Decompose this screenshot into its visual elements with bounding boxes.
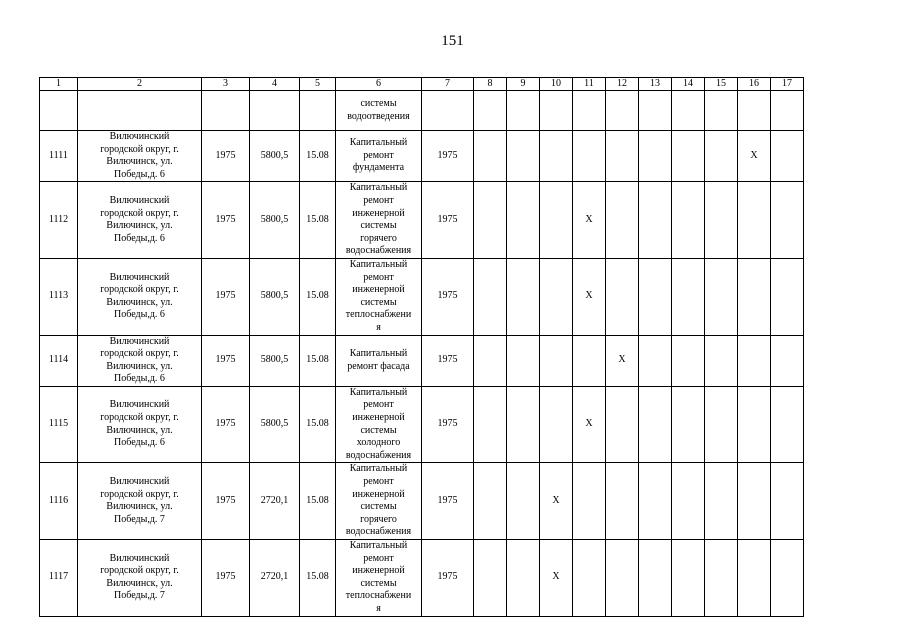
work-type-cell	[336, 131, 422, 182]
col16-cell	[738, 182, 771, 259]
work-type-cell	[336, 91, 422, 131]
address-cell	[78, 335, 202, 386]
col12-cell	[606, 131, 639, 182]
cell-text: 1117	[48, 571, 69, 583]
work-type-cell	[336, 540, 422, 617]
column-number: 2	[78, 78, 202, 91]
work-type-cell	[336, 463, 422, 540]
col10-cell	[540, 131, 573, 182]
col9-cell	[507, 258, 540, 335]
col8-cell	[474, 335, 507, 386]
year-built-cell	[202, 540, 250, 617]
code-cell	[300, 386, 336, 463]
col13-cell	[639, 182, 672, 259]
table-row	[40, 540, 804, 617]
code-cell	[300, 258, 336, 335]
address-cell	[78, 258, 202, 335]
cell-text: 15.08	[306, 354, 329, 366]
col13-cell	[639, 131, 672, 182]
col15-cell	[705, 182, 738, 259]
cell-text: 2720,1	[260, 571, 289, 583]
col16-cell	[738, 540, 771, 617]
cell-text: 1975	[437, 290, 458, 302]
col13-cell	[639, 335, 672, 386]
area-cell	[250, 335, 300, 386]
col9-cell	[507, 335, 540, 386]
col12-cell	[606, 182, 639, 259]
column-number: 5	[300, 78, 336, 91]
work-type-cell	[336, 182, 422, 259]
col9-cell	[507, 91, 540, 131]
row-number-cell	[40, 258, 78, 335]
col15-cell	[705, 131, 738, 182]
column-number: 6	[336, 78, 422, 91]
code-cell	[300, 540, 336, 617]
work-type-cell	[336, 258, 422, 335]
col12-cell	[606, 463, 639, 540]
table-row	[40, 386, 804, 463]
cell-text: 1975	[215, 149, 236, 161]
cell-text: 5800,5	[260, 290, 289, 302]
col10-cell	[540, 463, 573, 540]
col10-cell	[540, 386, 573, 463]
col10-cell	[540, 182, 573, 259]
cell-text: X	[585, 418, 593, 430]
year-cell	[422, 258, 474, 335]
table-row	[40, 258, 804, 335]
col11-cell	[573, 131, 606, 182]
table-row	[40, 131, 804, 182]
work-type-cell	[336, 335, 422, 386]
address-cell	[78, 91, 202, 131]
col12-cell	[606, 91, 639, 131]
col17-cell	[771, 540, 804, 617]
code-cell	[300, 131, 336, 182]
col8-cell	[474, 258, 507, 335]
cell-text: 1975	[215, 290, 236, 302]
col10-cell	[540, 540, 573, 617]
col11-cell	[573, 182, 606, 259]
row-number-cell	[40, 386, 78, 463]
cell-text: Вилючинский городской округ, г. Вилючинск, ул. Победы,д. 6	[100, 271, 179, 321]
repair-schedule-table	[39, 77, 804, 617]
col17-cell	[771, 335, 804, 386]
cell-text: Вилючинский городской округ, г. Вилючинск, ул. Победы,д. 7	[100, 476, 179, 525]
address-cell	[78, 131, 202, 182]
cell-text: Вилючинский городской округ, г. Вилючинск, ул. Победы,д. 6	[100, 131, 179, 180]
code-cell	[300, 91, 336, 131]
cell-text: Капитальный ремонт инженерной системы теплоснабжени я	[345, 258, 412, 333]
area-cell	[250, 131, 300, 182]
cell-text: 5800,5	[260, 149, 289, 161]
col17-cell	[771, 91, 804, 131]
col16-cell	[738, 335, 771, 386]
address-cell	[78, 182, 202, 259]
area-cell	[250, 540, 300, 617]
col15-cell	[705, 386, 738, 463]
cell-text: Вилючинский городской округ, г. Вилючинск, ул. Победы,д. 7	[100, 552, 179, 602]
col11-cell	[573, 386, 606, 463]
col14-cell	[672, 182, 705, 259]
cell-text: 1975	[437, 354, 458, 366]
cell-text: Капитальный ремонт фундамента	[349, 137, 408, 174]
col15-cell	[705, 463, 738, 540]
col14-cell	[672, 386, 705, 463]
cell-text: Вилючинский городской округ, г. Вилючинск, ул. Победы,д. 6	[100, 335, 179, 385]
page-number: 151	[441, 33, 464, 49]
col11-cell	[573, 335, 606, 386]
col11-cell	[573, 463, 606, 540]
col8-cell	[474, 91, 507, 131]
row-number-cell	[40, 182, 78, 259]
address-cell	[78, 386, 202, 463]
col13-cell	[639, 386, 672, 463]
cell-text: 1975	[437, 571, 458, 583]
col17-cell	[771, 182, 804, 259]
col16-cell	[738, 463, 771, 540]
column-number: 7	[422, 78, 474, 91]
column-number: 11	[573, 78, 606, 91]
cell-text: 15.08	[306, 418, 329, 430]
cell-text: X	[552, 571, 560, 583]
col15-cell	[705, 258, 738, 335]
column-number: 15	[705, 78, 738, 91]
address-cell	[78, 540, 202, 617]
col16-cell	[738, 91, 771, 131]
col10-cell	[540, 91, 573, 131]
col14-cell	[672, 463, 705, 540]
cell-text: 1975	[215, 418, 236, 430]
table-row	[40, 463, 804, 540]
area-cell	[250, 182, 300, 259]
cell-text: 1114	[48, 354, 69, 366]
col12-cell	[606, 258, 639, 335]
cell-text: 5800,5	[260, 354, 289, 366]
area-cell	[250, 463, 300, 540]
col15-cell	[705, 91, 738, 131]
col9-cell	[507, 463, 540, 540]
cell-text: 1975	[215, 571, 236, 583]
col11-cell	[573, 258, 606, 335]
cell-text: 1116	[48, 494, 69, 506]
code-cell	[300, 335, 336, 386]
col14-cell	[672, 91, 705, 131]
col13-cell	[639, 258, 672, 335]
area-cell	[250, 91, 300, 131]
year-built-cell	[202, 131, 250, 182]
year-cell	[422, 463, 474, 540]
cell-text: Капитальный ремонт фасада	[347, 348, 410, 372]
cell-text: 1975	[437, 149, 458, 161]
col12-cell	[606, 386, 639, 463]
cell-text: 15.08	[306, 290, 329, 302]
cell-text: X	[585, 290, 593, 302]
col13-cell	[639, 463, 672, 540]
col12-cell	[606, 540, 639, 617]
col17-cell	[771, 463, 804, 540]
col13-cell	[639, 540, 672, 617]
cell-text: 1975	[437, 494, 458, 506]
cell-text: 15.08	[306, 571, 329, 583]
cell-text: 5800,5	[260, 418, 289, 430]
column-number: 16	[738, 78, 771, 91]
col14-cell	[672, 131, 705, 182]
col16-cell	[738, 258, 771, 335]
table-row	[40, 335, 804, 386]
col14-cell	[672, 335, 705, 386]
col12-cell	[606, 335, 639, 386]
cell-text: X	[585, 213, 593, 225]
cell-text: 1111	[49, 149, 68, 161]
cell-text: Капитальный ремонт инженерной системы холодного водоснабжения	[345, 386, 412, 461]
cell-text: 2720,1	[260, 494, 289, 506]
cell-text: X	[618, 354, 626, 366]
row-number-cell	[40, 91, 78, 131]
year-built-cell	[202, 182, 250, 259]
cell-text: 1112	[48, 213, 69, 225]
table-row	[40, 182, 804, 259]
col10-cell	[540, 335, 573, 386]
column-number: 13	[639, 78, 672, 91]
column-number: 8	[474, 78, 507, 91]
year-cell	[422, 91, 474, 131]
cell-text: 1975	[437, 213, 458, 225]
col13-cell	[639, 91, 672, 131]
year-built-cell	[202, 386, 250, 463]
col17-cell	[771, 386, 804, 463]
col14-cell	[672, 540, 705, 617]
cell-text: 15.08	[306, 149, 329, 161]
row-number-cell	[40, 540, 78, 617]
cell-text: 1115	[48, 418, 69, 430]
cell-text: 1975	[215, 354, 236, 366]
col15-cell	[705, 335, 738, 386]
col9-cell	[507, 386, 540, 463]
col17-cell	[771, 258, 804, 335]
col9-cell	[507, 540, 540, 617]
cell-text: 5800,5	[260, 213, 289, 225]
col14-cell	[672, 258, 705, 335]
col11-cell	[573, 540, 606, 617]
year-cell	[422, 386, 474, 463]
col8-cell	[474, 463, 507, 540]
col10-cell	[540, 258, 573, 335]
cell-text: X	[750, 149, 758, 161]
header-row	[40, 78, 804, 91]
column-number: 3	[202, 78, 250, 91]
year-cell	[422, 131, 474, 182]
col8-cell	[474, 540, 507, 617]
year-built-cell	[202, 463, 250, 540]
column-number: 17	[771, 78, 804, 91]
col11-cell	[573, 91, 606, 131]
cell-text: 1975	[215, 213, 236, 225]
col8-cell	[474, 182, 507, 259]
cell-text: Вилючинский городской округ, г. Вилючинск, ул. Победы,д. 6	[100, 399, 179, 449]
year-cell	[422, 335, 474, 386]
col9-cell	[507, 182, 540, 259]
year-cell	[422, 182, 474, 259]
col8-cell	[474, 131, 507, 182]
column-number: 9	[507, 78, 540, 91]
row-number-cell	[40, 335, 78, 386]
col15-cell	[705, 540, 738, 617]
year-cell	[422, 540, 474, 617]
cell-text: 1113	[48, 290, 69, 302]
cell-text: 15.08	[306, 213, 329, 225]
column-number: 4	[250, 78, 300, 91]
col8-cell	[474, 386, 507, 463]
table-row	[40, 91, 804, 131]
address-cell	[78, 463, 202, 540]
cell-text: Вилючинский городской округ, г. Вилючинск, ул. Победы,д. 6	[100, 194, 179, 244]
column-number: 10	[540, 78, 573, 91]
code-cell	[300, 463, 336, 540]
code-cell	[300, 182, 336, 259]
col16-cell	[738, 131, 771, 182]
cell-text: X	[552, 494, 560, 506]
cell-text: системы водоотведения	[347, 97, 410, 122]
row-number-cell	[40, 463, 78, 540]
column-number: 1	[40, 78, 78, 91]
col9-cell	[507, 131, 540, 182]
cell-text: Капитальный ремонт инженерной системы горячего водоснабжения	[345, 182, 412, 257]
area-cell	[250, 258, 300, 335]
cell-text: Капитальный ремонт инженерной системы горячего водоснабжения	[345, 463, 412, 538]
area-cell	[250, 386, 300, 463]
cell-text: 1975	[437, 418, 458, 430]
work-type-cell	[336, 386, 422, 463]
year-built-cell	[202, 335, 250, 386]
cell-text: 15.08	[306, 494, 329, 506]
year-built-cell	[202, 258, 250, 335]
col17-cell	[771, 131, 804, 182]
cell-text: 1975	[215, 494, 236, 506]
column-number: 14	[672, 78, 705, 91]
row-number-cell	[40, 131, 78, 182]
column-number: 12	[606, 78, 639, 91]
year-built-cell	[202, 91, 250, 131]
col16-cell	[738, 386, 771, 463]
cell-text: Капитальный ремонт инженерной системы теплоснабжени я	[345, 540, 412, 614]
